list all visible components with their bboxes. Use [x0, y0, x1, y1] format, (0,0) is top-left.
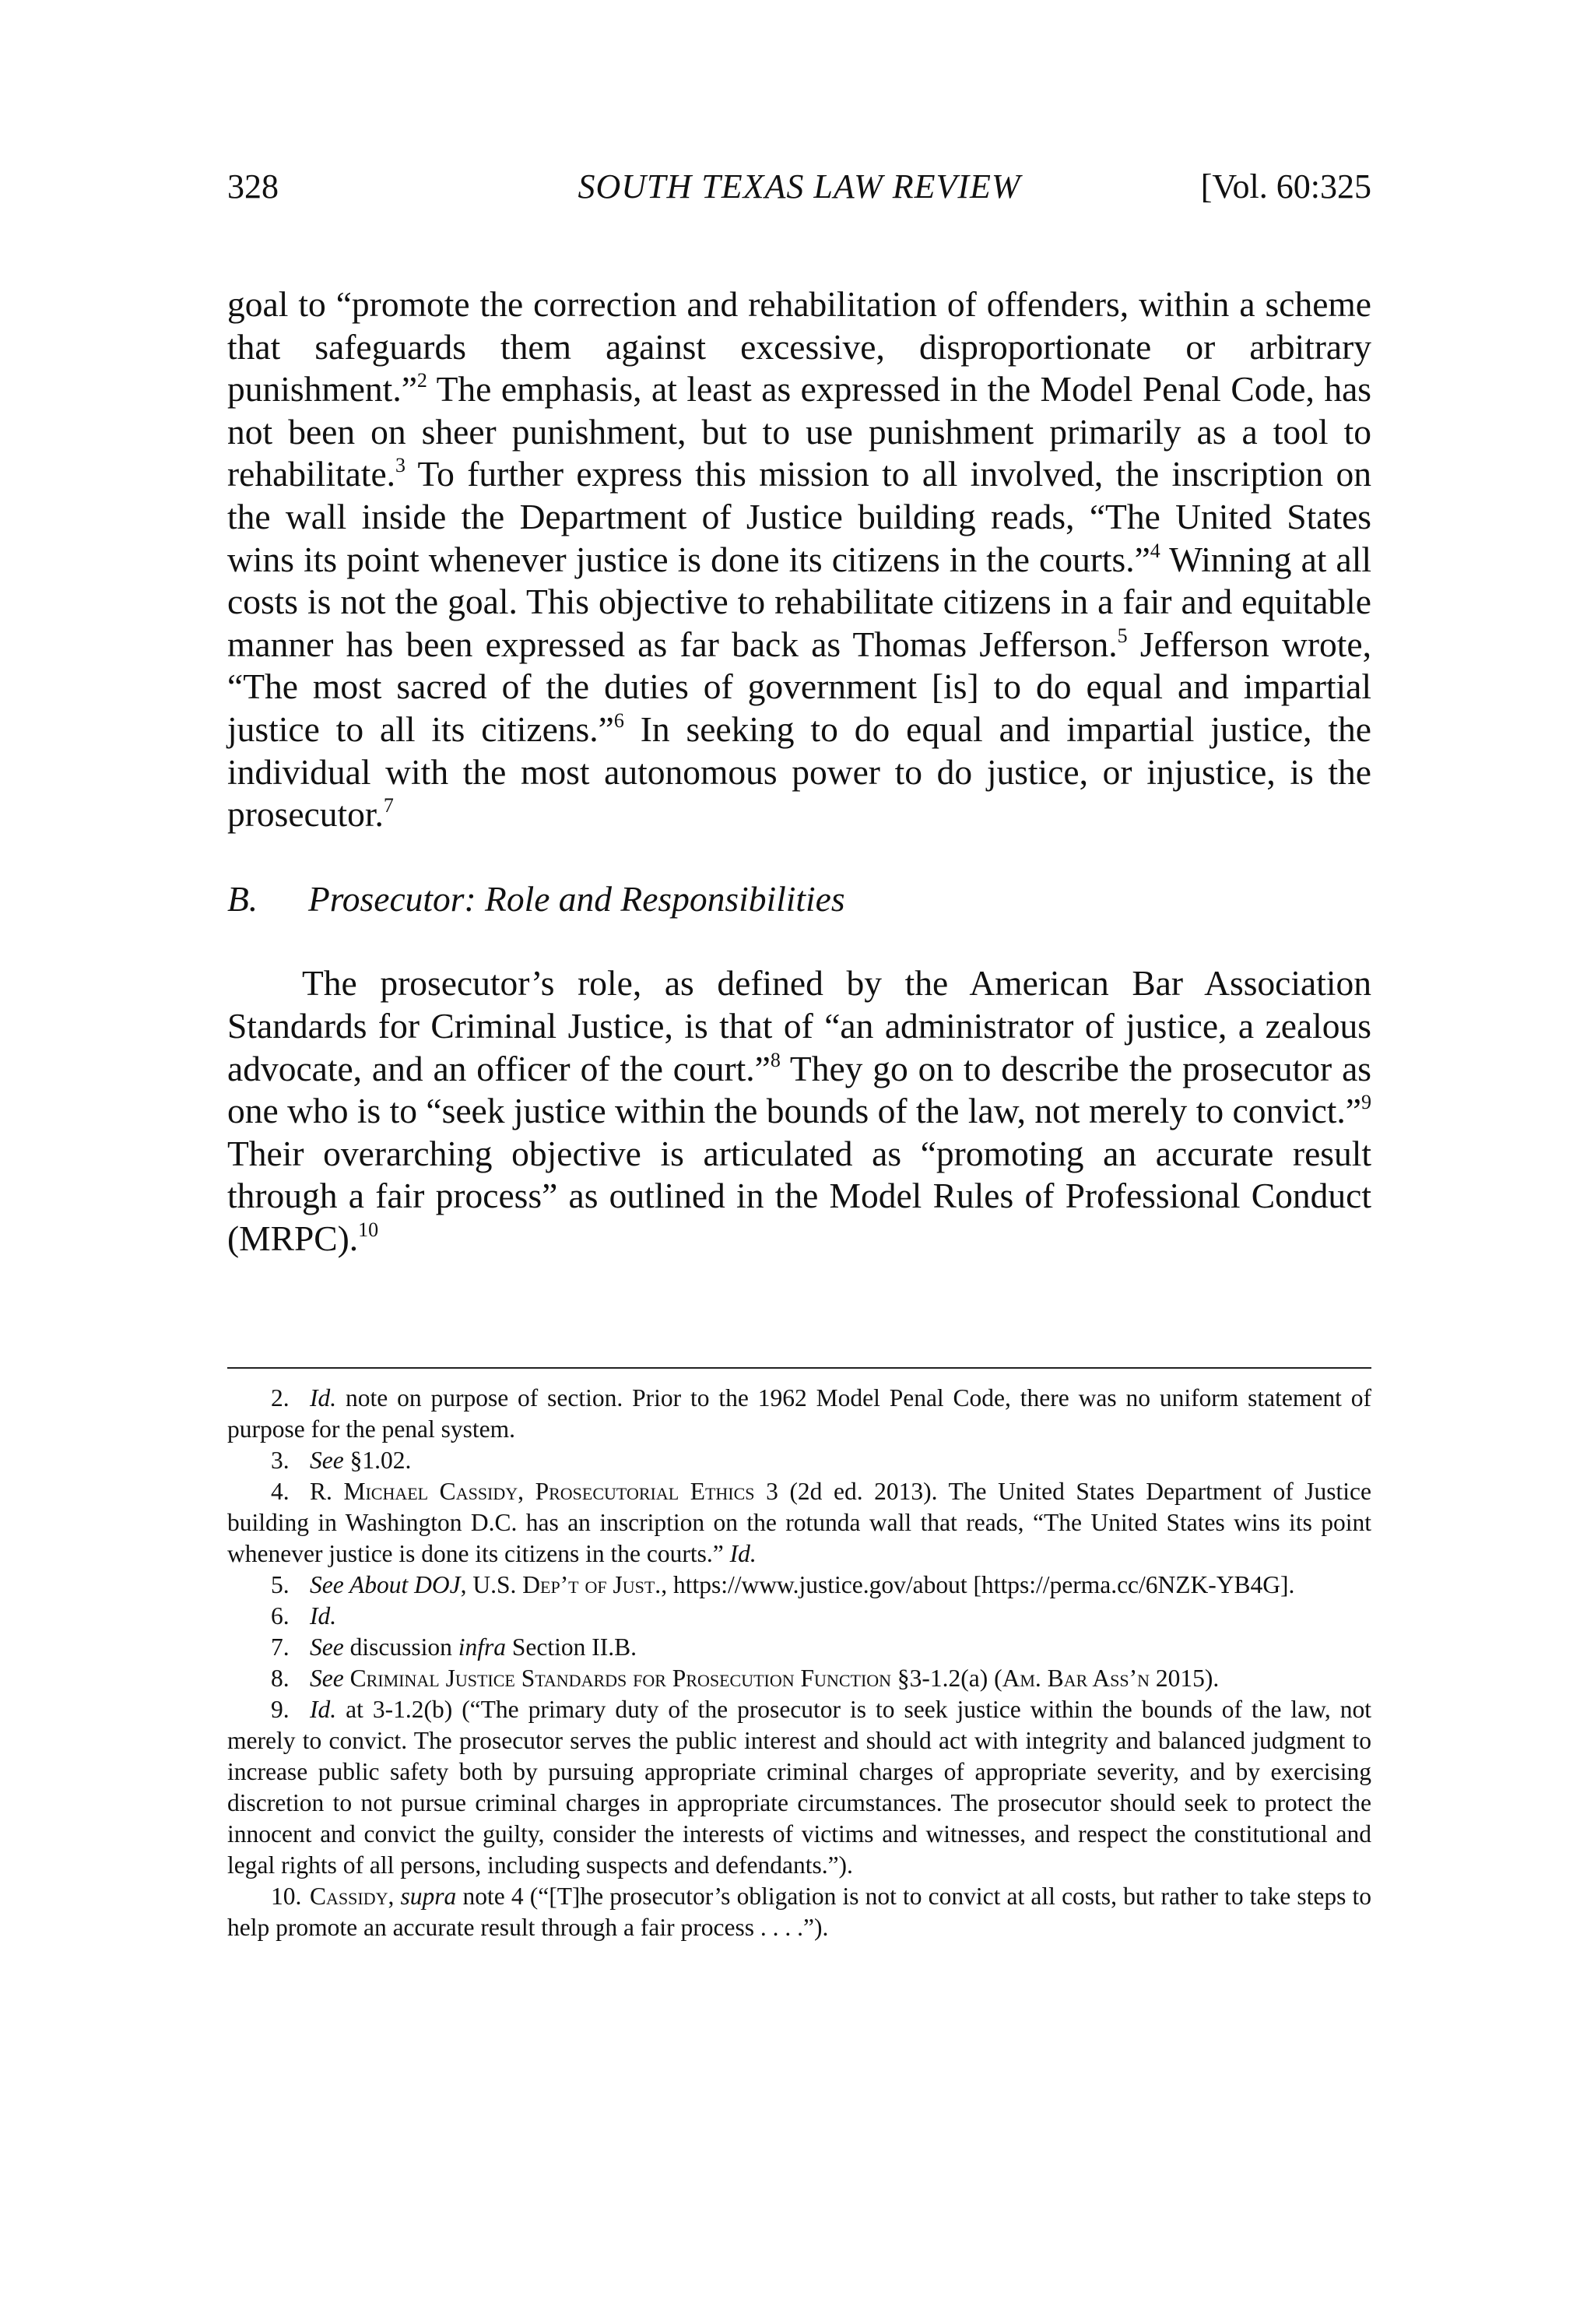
- body-text: [227, 283, 1371, 1260]
- footnote-7: 7. See discussion infra Section II.B.: [271, 1633, 637, 1661]
- page-number: 328: [227, 167, 279, 206]
- footnote-3: 3. See §1.02.: [271, 1447, 412, 1474]
- paragraph-prosecutor-role: The prosecutor’s role, as defined by the American Bar Association Standards for Criminal Justice, is that of “an administrator of justice, a zealous advocate, and an officer of the court.”$^8$ They go on to describe the prosecutor as one who is to “seek justice within the bounds of the law, not merely to convict.”$^9$ Their overarching objective is articulated as “promoting an accurate result through a fair process” as outlined in the Model Rules of Professional Conduct (MRPC).$^{10}$: [227, 963, 1371, 1258]
- footnote-ref-6: 6: [613, 708, 624, 732]
- paragraph-goal: goal to “promote the correction and rehabilitation of offenders, within a scheme that safeguards them against excessive, disproportionate or arbitrary punishment.”$^2$ The emphasis, at least as expressed in the Model Penal Code, has not been on sheer punishment, but to use punishment primarily as a tool to rehabilitate.$^3$ To further express this mission to all involved, the inscription on the wall inside the Department of Justice building reads, “The United States wins its point whenever justice is done its citizens in the courts.”$^4$ Winning at all costs is not the goal. This objective to rehabilitate citizens in a fair and equitable manner has been expressed as far back as Thomas Jefferson.$^5$ Jefferson wrote, “The most sacred of the duties of government [is] to do equal and impartial justice to all its citizens.”$^6$ In seeking to do equal and impartial justice, the individual with the most autonomous power to do justice, or injustice, is the prosecutor.$^7$: [227, 284, 1372, 835]
- footnote-5: 5. See About DOJ, U.S. Dep’t of Just., https://www.justice.gov/about [https://perma.cc/6NZK-YB4G].: [271, 1571, 1295, 1598]
- footnote-ref-5: 5: [1117, 624, 1128, 647]
- section-title: Prosecutor: Role and Responsibilities: [308, 878, 845, 919]
- section-letter: B.: [227, 878, 258, 919]
- footnote-8: 8. See Criminal Justice Standards for Prosecution Function §3-1.2(a) (Am. Bar Ass’n 2015).: [271, 1665, 1220, 1692]
- footnote-6: 6. Id.: [271, 1602, 337, 1630]
- footnote-ref-2: 2: [416, 369, 427, 392]
- footnote-ref-8: 8: [770, 1048, 781, 1071]
- footnote-ref-4: 4: [1150, 539, 1160, 562]
- footnote-2: 2. Id. note on purpose of section. Prior to the 1962 Model Penal Code, there was no uniform statement of purpose for the penal system.: [227, 1384, 1371, 1443]
- footnote-10: 10. Cassidy, supra note 4 (“[T]he prosecutor’s obligation is not to convict at all costs, but rather to take steps to help promote an accurate result through a fair process . . . .”).: [227, 1883, 1372, 1941]
- footnote-ref-10: 10: [358, 1218, 379, 1241]
- footnote-ref-7: 7: [383, 794, 394, 817]
- running-header: [227, 162, 1371, 212]
- footnote-9: 9. Id. at 3-1.2(b) (“The primary duty of the prosecutor is to seek justice within the bounds of the law, not merely to convict. The prosecutor serves the public interest and should act with integrity and balanced judgment to increase public safety both by pursuing appropriate criminal charges of appropriate severity, and by exercising discretion to not pursue criminal charges in appropriate circumstances. The prosecutor should seek to protect the innocent and convict the guilty, consider the interests of victims and witnesses, and respect the constitutional and legal rights of all persons, including suspects and defendants.”).: [227, 1696, 1371, 1879]
- footnotes: [227, 1383, 1371, 1943]
- journal-title: SOUTH TEXAS LAW REVIEW: [578, 167, 1021, 206]
- footnote-4: 4. R. Michael Cassidy, Prosecutorial Ethics 3 (2d ed. 2013). The United States Department of Justice building in Washington D.C. has an inscription on the rotunda wall that reads, “The United States wins its point whenever justice is done its citizens in the courts.” Id.: [227, 1478, 1371, 1567]
- footnote-ref-3: 3: [395, 454, 406, 477]
- section-heading: [227, 878, 1371, 921]
- footnote-divider: [227, 1367, 1371, 1369]
- volume-citation: [Vol. 60:325: [1200, 167, 1371, 206]
- footnote-ref-9: 9: [1361, 1091, 1371, 1114]
